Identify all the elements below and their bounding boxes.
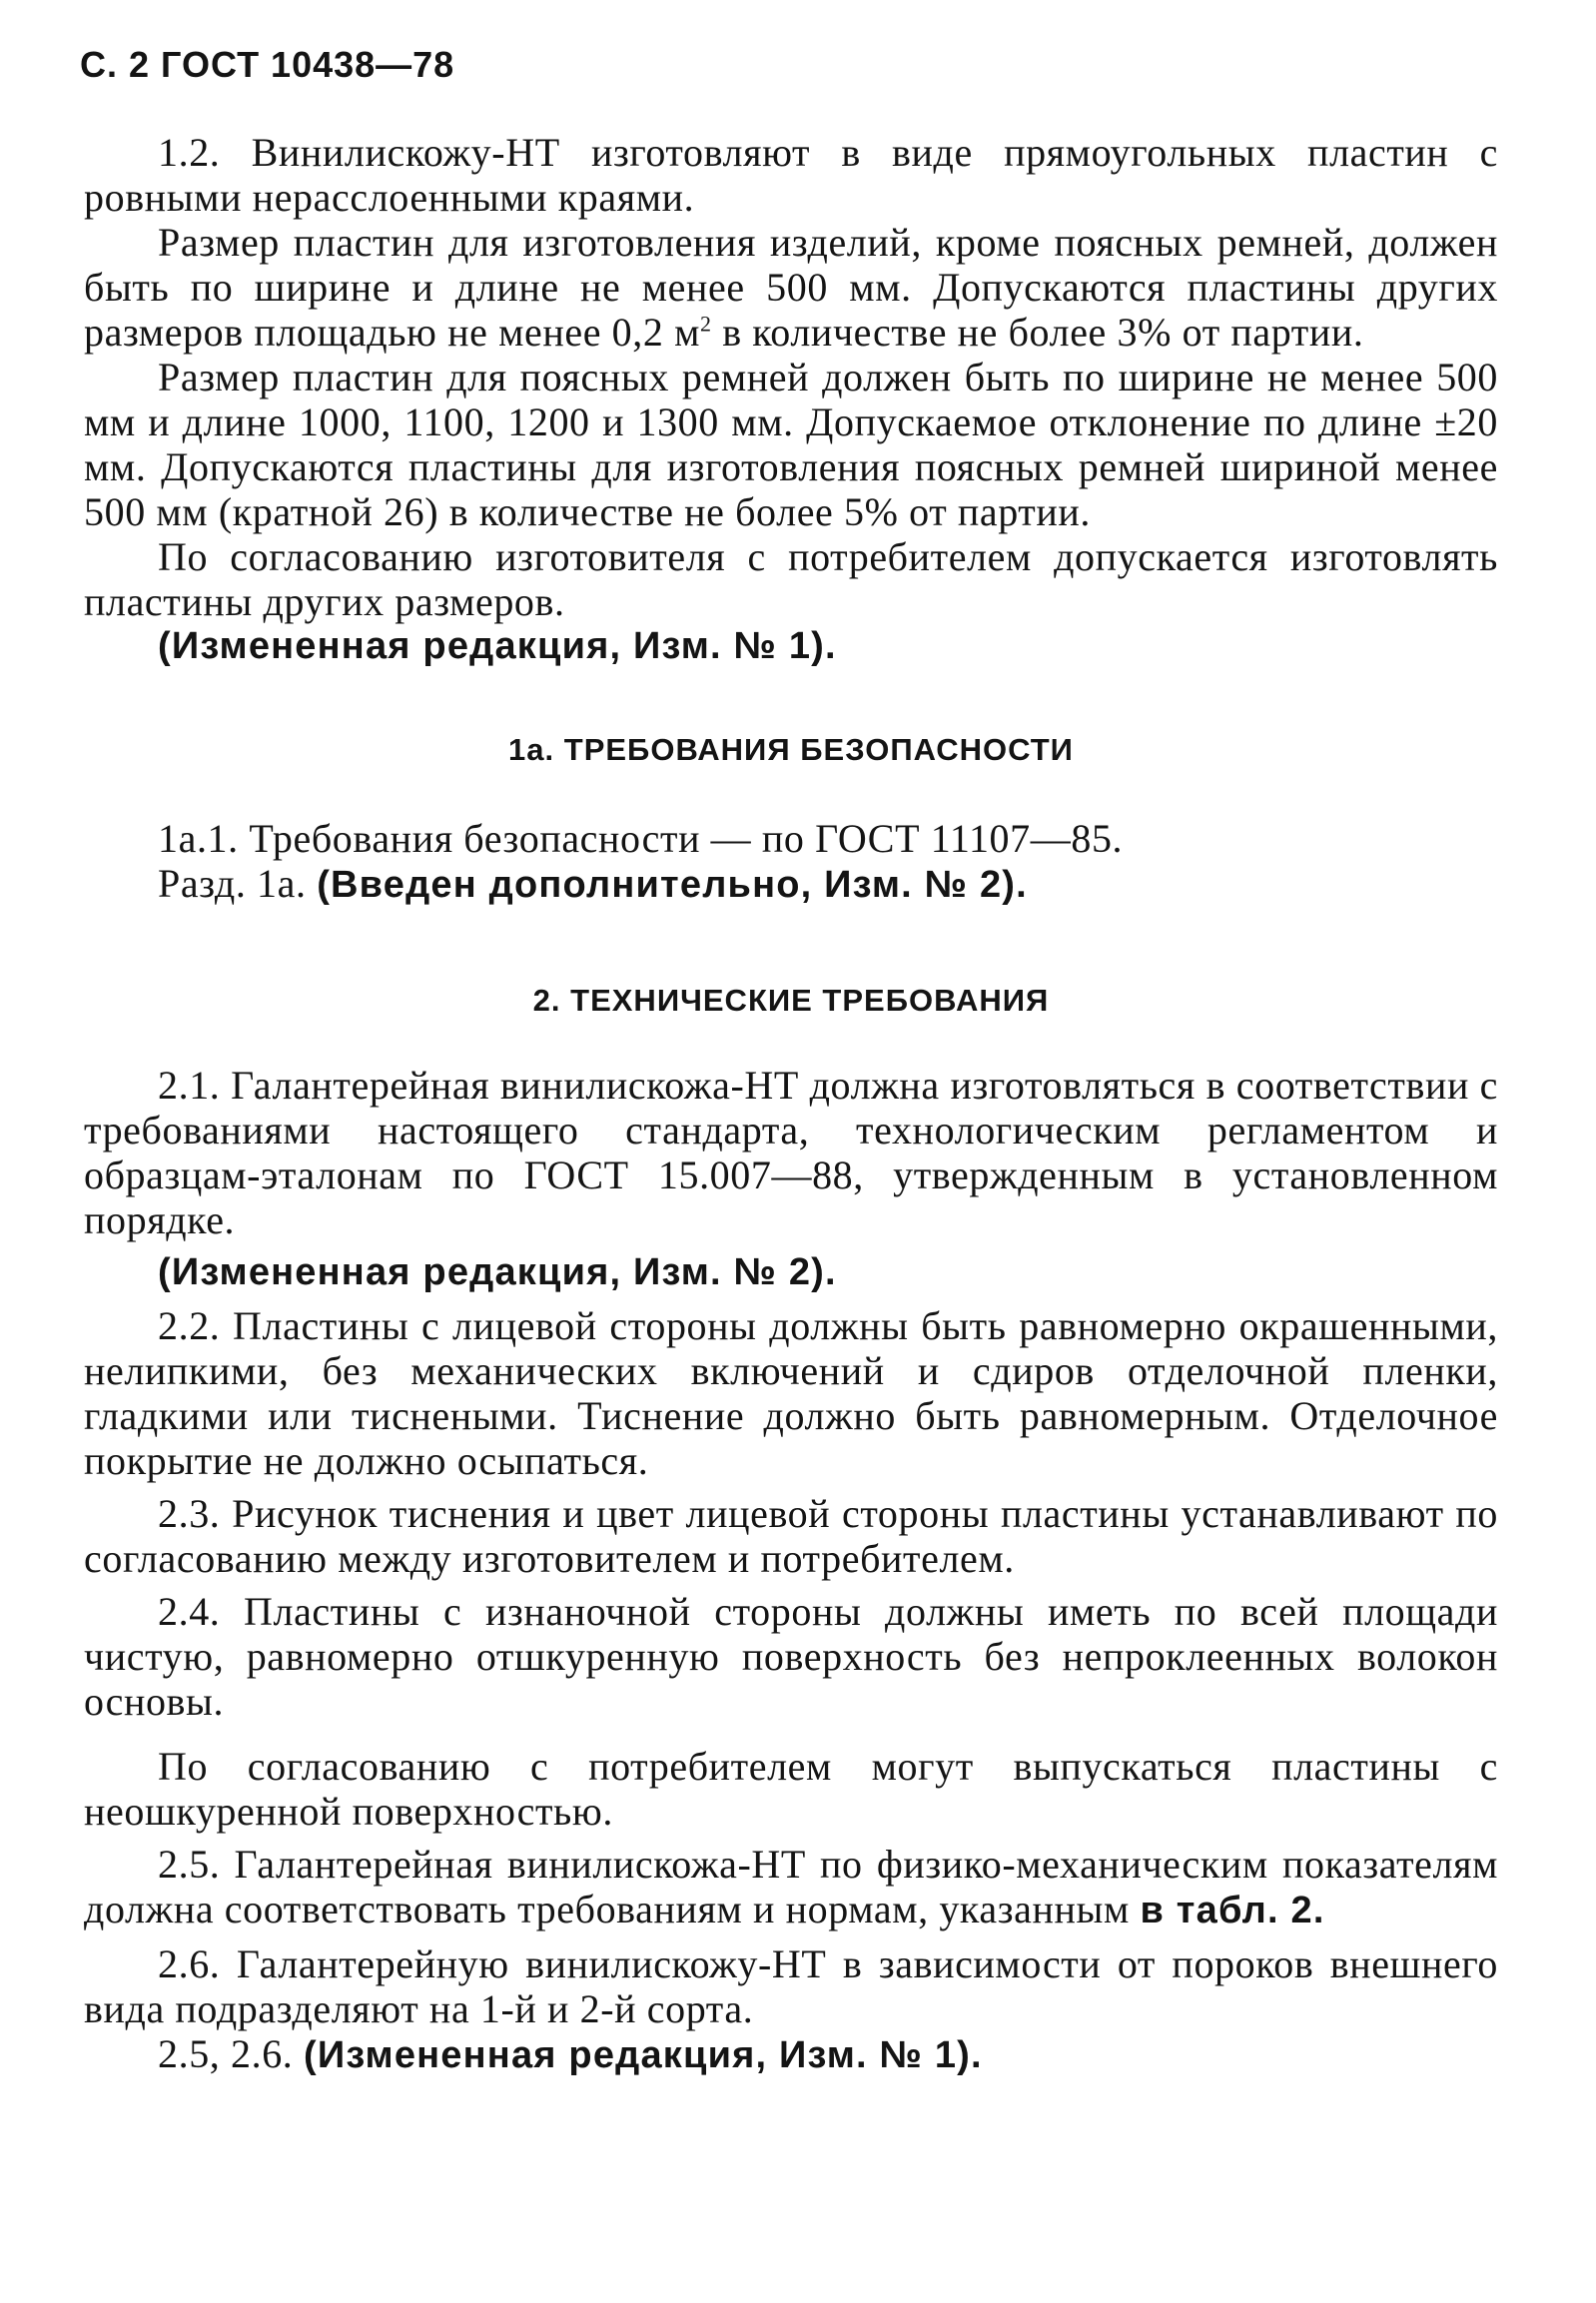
paragraph-text: в количестве не более 3% от партии. — [711, 310, 1364, 355]
paragraph-1-2: 1.2. Винилискожу-НТ изготовляют в виде прямоугольных пластин с ровными нерасслоенными краями. — [84, 130, 1498, 220]
note-prefix: Разд. 1а. — [158, 861, 318, 906]
paragraph-1a-1: 1а.1. Требования безопасности — по ГОСТ 11107—85. — [158, 816, 1124, 861]
table-reference: в табл. 2. — [1140, 1890, 1325, 1931]
note-bold: (Введен дополнительно, Изм. № 2). — [317, 864, 1028, 906]
section-heading-2: 2. ТЕХНИЧЕСКИЕ ТРЕБОВАНИЯ — [532, 983, 1050, 1018]
paragraph-2-4-agreement: По согласованию с потребителем могут выпускаться пластины с неошкуренной поверхностью. — [84, 1744, 1498, 1834]
document-body — [84, 130, 1498, 2078]
amendment-note: (Измененная редакция, Изм. № 1). — [158, 625, 837, 667]
amendment-note-1a — [84, 861, 1498, 908]
amendment-note-2-5-2-6 — [84, 2031, 1498, 2078]
note-bold: (Измененная редакция, Изм. № 1). — [304, 2034, 983, 2076]
paragraph-2-4: 2.4. Пластины с изнаночной стороны должны иметь по всей площади чистую, равномерно отшкуренную поверхность без непроклеенных волокон основы. — [84, 1589, 1498, 1724]
paragraph-2-6: 2.6. Галантерейную винилискожу-НТ в зависимости от пороков внешнего вида подразделяют на 1-й и 2-й сорта. — [84, 1941, 1498, 2031]
paragraph-2-5 — [84, 1842, 1498, 1933]
superscript: 2 — [700, 311, 712, 337]
paragraph-1-2-sizes — [84, 220, 1498, 355]
amendment-note-2-1: (Измененная редакция, Изм. № 2). — [158, 1251, 837, 1293]
paragraph-1-2-agreement: По согласованию изготовителя с потребителем допускается изготовлять пластины других размеров. — [84, 534, 1498, 624]
section-heading-1a: 1а. ТРЕБОВАНИЯ БЕЗОПАСНОСТИ — [508, 732, 1074, 767]
paragraph-2-3: 2.3. Рисунок тиснения и цвет лицевой стороны пластины устанавливают по согласованию между изготовителем и потребителем. — [84, 1491, 1498, 1581]
paragraph-2-2: 2.2. Пластины с лицевой стороны должны быть равномерно окрашенными, нелипкими, без механических включений и сдиров отделочной пленки, гладкими или тиснеными. Тиснение должно быть равномерным. Отделочное покрытие не должно осыпаться. — [84, 1303, 1498, 1483]
paragraph-1-2-belts: Размер пластин для поясных ремней должен быть по ширине не менее 500 мм и длине 1000, 1100, 1200 и 1300 мм. Допускаемое отклонение по длине ±20 мм. Допускаются пластины для изготовления поясных ремней шириной менее 500 мм (кратной 26) в количестве не более 5% от партии. — [84, 355, 1498, 534]
running-header: С. 2 ГОСТ 10438—78 — [80, 44, 455, 85]
paragraph-2-1: 2.1. Галантерейная винилискожа-НТ должна изготовляться в соответствии с требованиями настоящего стандарта, технологическим регламентом и образцам-эталонам по ГОСТ 15.007—88, утвержденным в установленном порядке. — [84, 1063, 1498, 1242]
note-prefix: 2.5, 2.6. — [158, 2031, 304, 2076]
paragraph-text: 2.5. Галантерейная винилискожа-НТ по физико-механическим показателям должна соответствовать требованиям и нормам, указанным — [84, 1842, 1498, 1931]
paragraph-text: Размер пластин для изготовления изделий, кроме поясных ремней, должен быть по ширине и длине не менее 500 мм. Допускаются пластины других размеров площадью не менее 0,2 м — [84, 220, 1498, 355]
